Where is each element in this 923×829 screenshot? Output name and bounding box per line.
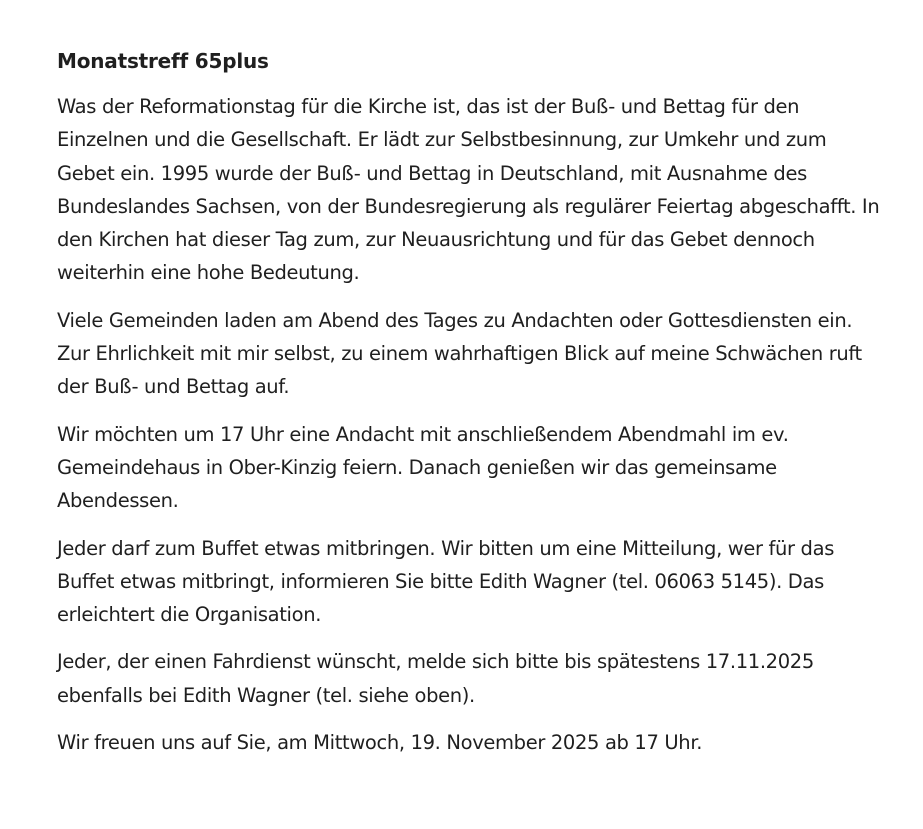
paragraph-andacht: Wir möchten um 17 Uhr eine Andacht mit anschließendem Abendmahl im ev. Gemeindehaus in Ober-Kinzig feiern. Danach genießen wir das gemeinsame Abendessen.	[57, 422, 789, 513]
paragraph-gemeinden: Viele Gemeinden laden am Abend des Tages zu Andachten oder Gottesdiensten ein. Zur Ehrlichkeit mit mir selbst, zu einem wahrhaftigen Blick auf meine Schwächen ruft der Buß- und Bettag auf.	[57, 308, 862, 399]
article	[57, 44, 887, 773]
paragraph-fahrdienst: Jeder, der einen Fahrdienst wünscht, melde sich bitte bis spätestens 17.11.2025 ebenfalls bei Edith Wagner (tel. siehe oben).	[57, 650, 814, 707]
paragraph-einladung: Wir freuen uns auf Sie, am Mittwoch, 19. November 2025 ab 17 Uhr.	[57, 731, 703, 755]
paragraph-buffet: Jeder darf zum Buffet etwas mitbringen. Wir bitten um eine Mitteilung, wer für das Buffet etwas mitbringt, informieren Sie bitte Edith Wagner (tel. 06063 5145). Das erleichtert die Organisation.	[57, 536, 834, 627]
paragraph-buss-und-bettag: Was der Reformationstag für die Kirche ist, das ist der Buß- und Bettag für den Einzelnen und die Gesellschaft. Er lädt zur Selbstbesinnung, zur Umkehr und zum Gebet ein. 1995 wurde der Buß- und Bettag in Deutschland, mit Ausnahme des Bundeslandes Sachsen, von der Bundesregierung als regulärer Feiertag abgeschafft. In den Kirchen hat dieser Tag zum, zur Neuausrichtung und für das Gebet dennoch weiterhin eine hohe Bedeutung.	[57, 95, 880, 285]
article-title: Monatstreff 65plus	[57, 49, 269, 73]
